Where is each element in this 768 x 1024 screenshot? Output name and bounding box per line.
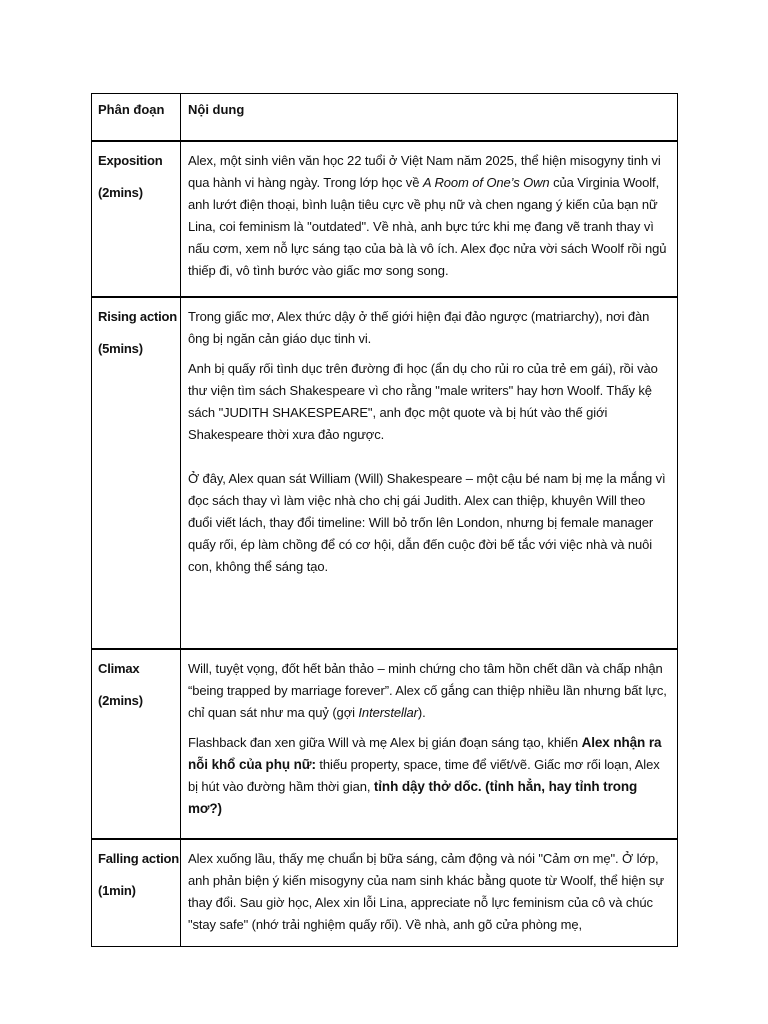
segment-name: Exposition (98, 153, 163, 168)
content-paragraph: Alex xuống lầu, thấy mẹ chuẩn bị bữa sáng, cảm động và nói "Cảm ơn mẹ". Ở lớp, anh phản biện ý kiến misogyny của nam sinh khác bằng quote từ Woolf, thể hiện sự thay đổi. Sau giờ học, Alex xin lỗi Lina, appreciate nỗ lực feminism của cô và chúc "stay safe" (nhớ trải nghiệm quấy rối). Về nhà, anh gõ cửa phòng mẹ, (188, 851, 665, 932)
segment-name: Rising action (98, 309, 178, 324)
text-run: thiếu property, space, time để viết/vẽ. Giấc mơ rối loạn, Alex bị hút vào đường hầm thời gian, (188, 757, 660, 794)
table-row-exposition (92, 141, 678, 297)
table-row-falling-action (92, 839, 678, 947)
content-cell (181, 297, 678, 649)
content-paragraph (188, 732, 669, 820)
segment-cell (92, 141, 181, 297)
text-run: Alex, một sinh viên văn học 22 tuổi ở Việt Nam năm 2025, thể hiện misogyny tinh vi qua hành vi hàng ngày. Trong lớp học về (188, 153, 661, 190)
content-cell (181, 141, 678, 297)
content-cell (181, 649, 678, 839)
header-segment: Phân đoạn (92, 94, 181, 142)
segment-duration: (5mins) (98, 341, 143, 356)
text-run: Will, tuyệt vọng, đốt hết bản thảo – minh chứng cho tâm hồn chết dần và chấp nhận “being trapped by marriage forever”. Alex cố gắng can thiệp nhiều lần nhưng bất lực, chỉ quan sát như ma quỷ (gợi (188, 661, 667, 720)
segment-cell (92, 839, 181, 947)
content-paragraph: Ở đây, Alex quan sát William (Will) Shakespeare – một cậu bé nam bị mẹ la mắng vì đọc sách thay vì làm việc nhà cho chị gái Judith. Alex can thiệp, khuyên Will theo đuổi viết lách, thay đổi timeline: Will bỏ trốn lên London, nhưng bị female manager quấy rối, ép làm chồng để có cơ hội, dẫn đến cuộc đời bế tắc với việc nhà và nuôi con, không thể sáng tạo. (188, 471, 666, 574)
book-title: A Room of One’s Own (422, 175, 550, 190)
table-row-rising-action (92, 297, 678, 649)
content-paragraph (188, 658, 669, 724)
text-run: của Virginia Woolf, anh lướt điện thoại, bình luận tiêu cực về phụ nữ và chen ngang ý kiến của bạn nữ Lina, coi feminism là "outdated". Về nhà, anh bực tức khi mẹ đang vẽ tranh thay vì nấu cơm, xem nỗ lực sáng tạo của bà là vô ích. Alex đọc nửa vời sách Woolf rồi ngủ thiếp đi, vô tình bước vào giấc mơ song song. (188, 175, 667, 278)
film-title: Interstellar (358, 705, 418, 720)
segment-cell (92, 649, 181, 839)
bold-emphasis: Alex nhận ra nỗi khổ của phụ nữ: (188, 735, 662, 772)
content-paragraph: Trong giấc mơ, Alex thức dậy ở thế giới hiện đại đảo ngược (matriarchy), nơi đàn ông bị ngăn cản giáo dục tinh vi. (188, 309, 650, 346)
segment-name: Falling action (98, 851, 179, 866)
table-row-climax (92, 649, 678, 839)
header-content: Nội dung (181, 94, 678, 142)
table-header-row (92, 94, 678, 142)
segment-duration: (2mins) (98, 693, 143, 708)
text-run: Flashback đan xen giữa Will và mẹ Alex bị gián đoạn sáng tạo, khiến (188, 735, 582, 750)
segment-duration: (1min) (98, 883, 136, 898)
content-paragraph: Anh bị quấy rối tình dục trên đường đi học (ẩn dụ cho rủi ro của trẻ em gái), rồi vào thư viện tìm sách Shakespeare vì cho rằng "male writers" hay hơn Woolf. Thấy kệ sách "JUDITH SHAKESPEARE", anh đọc một quote và bị hút vào thế giới Shakespeare thời xưa đảo ngược. (188, 361, 658, 442)
segment-duration: (2mins) (98, 185, 143, 200)
content-paragraph (188, 150, 669, 282)
content-cell (181, 839, 678, 947)
segment-cell (92, 297, 181, 649)
segment-name: Climax (98, 661, 140, 676)
text-run: ). (417, 705, 426, 720)
bold-emphasis: tỉnh dậy thở dốc. (tỉnh hẳn, hay tỉnh trong mơ?) (188, 779, 638, 816)
story-outline-table (91, 93, 678, 947)
